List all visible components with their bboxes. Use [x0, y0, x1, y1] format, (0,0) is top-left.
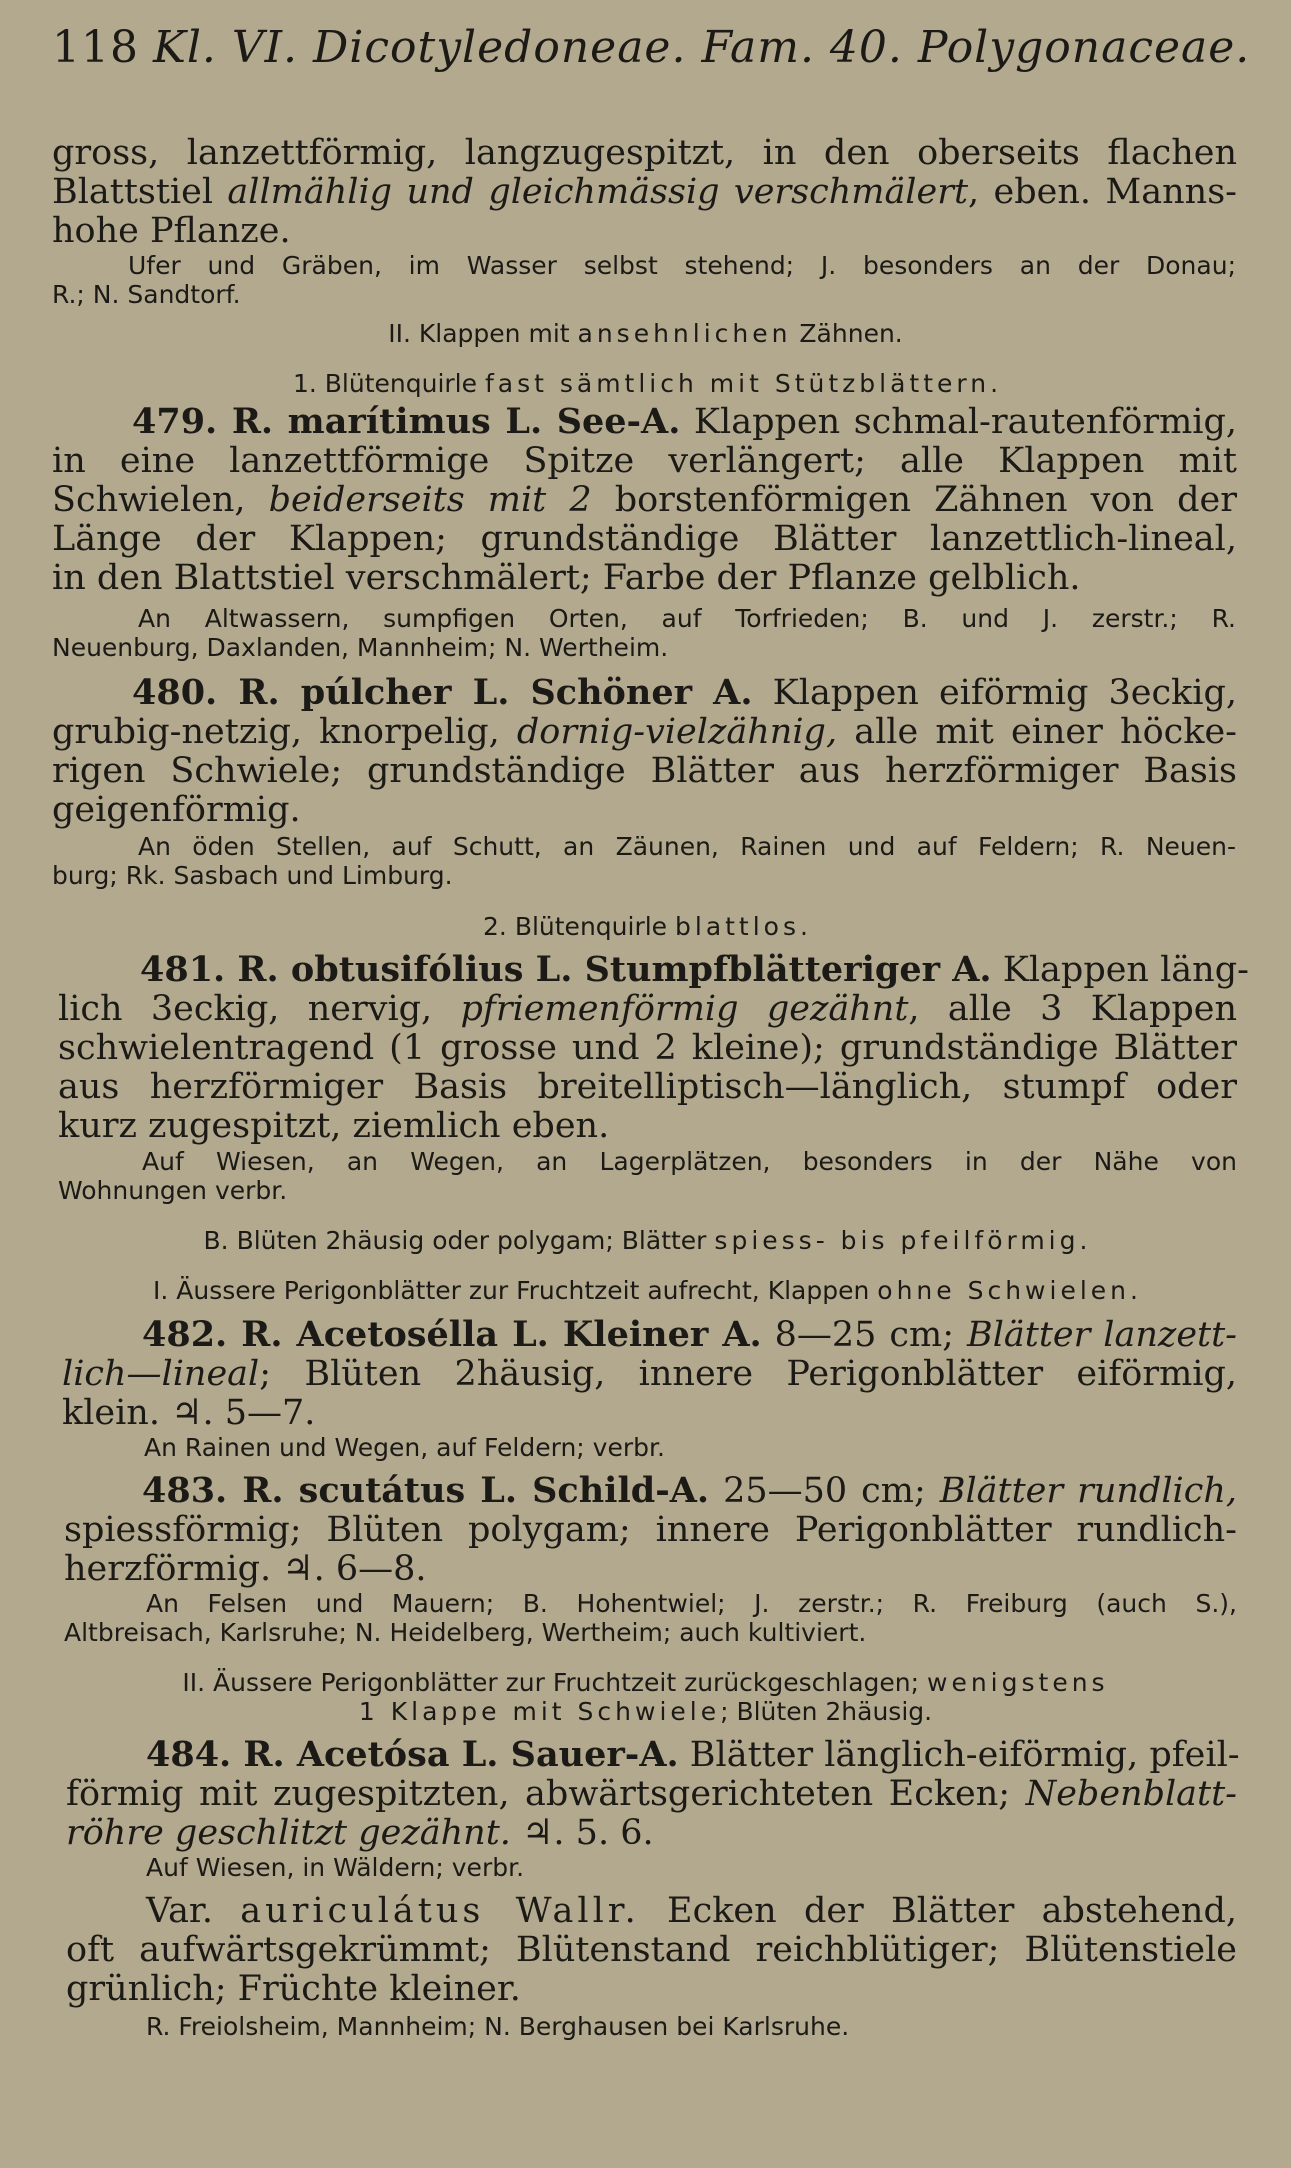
running-title: Kl. VI. Dicotyledoneae. Fam. 40. Polygonaceae. [152, 22, 1251, 73]
habitat-note: An Altwassern, sumpfigen Orten, auf Torfrieden; B. und J. zerstr.; R. [138, 604, 1236, 633]
text-line: oft aufwärtsgekrümmt; Blütenstand reichblütiger; Blütenstiele [66, 1930, 1237, 1970]
section-heading: 1 Klappe mit Schwiele; Blüten 2häusig. [358, 1697, 933, 1726]
text-line: kurz zugespitzt, ziemlich eben. [58, 1106, 610, 1146]
habitat-note: R. Freiolsheim, Mannheim; N. Berghausen bei Karlsruhe. [146, 2012, 850, 2041]
habitat-note: An Rainen und Wegen, auf Feldern; verbr. [144, 1433, 665, 1462]
species-entry-480: 480. R. púlcher L. Schöner A. Klappen eiförmig 3eckig, [132, 672, 1237, 713]
text-line: in den Blattstiel verschmälert; Farbe der Pflanze gelblich. [52, 558, 1081, 598]
page-number: 118 [52, 22, 139, 73]
section-heading: 2. Blütenquirle blattlos. [483, 912, 808, 941]
habitat-note: Ufer und Gräben, im Wasser selbst stehend; J. besonders an der Donau; [128, 251, 1236, 280]
habitat-note: Auf Wiesen, in Wäldern; verbr. [146, 1853, 525, 1882]
section-heading: B. Blüten 2häusig oder polygam; Blätter spiess- bis pfeilförmig. [203, 1226, 1088, 1255]
text-line: förmig mit zugespitzten, abwärtsgerichteten Ecken; Nebenblatt- [66, 1774, 1237, 1814]
section-heading: 1. Blütenquirle fast sämtlich mit Stützblättern. [292, 369, 999, 398]
species-entry-483: 483. R. scutátus L. Schild-A. 25—50 cm; Blätter rundlich, [142, 1470, 1237, 1511]
section-heading: I. Äussere Perigonblätter zur Fruchtzeit aufrecht, Klappen ohne Schwielen. [153, 1276, 1138, 1305]
text-line: aus herzförmiger Basis breitelliptisch—länglich, stumpf oder [58, 1067, 1237, 1107]
habitat-note: An öden Stellen, auf Schutt, an Zäunen, Rainen und auf Feldern; R. Neuen- [138, 832, 1236, 861]
habitat-note: Neuenburg, Daxlanden, Mannheim; N. Wertheim. [52, 633, 669, 662]
habitat-note: R.; N. Sandtorf. [52, 280, 241, 309]
text-line: herzförmig. ♃. 6—8. [64, 1549, 427, 1589]
text-line: spiessförmig; Blüten polygam; innere Perigonblätter rundlich- [64, 1510, 1237, 1550]
section-heading: II. Äussere Perigonblätter zur Fruchtzeit zurückgeschlagen; wenigstens [182, 1668, 1109, 1697]
habitat-note: Altbreisach, Karlsruhe; N. Heidelberg, Wertheim; auch kultiviert. [64, 1618, 867, 1647]
species-entry-479: 479. R. marítimus L. See-A. Klappen schmal-rautenförmig, [132, 401, 1237, 442]
text-line: Länge der Klappen; grundständige Blätter lanzettlich-lineal, [52, 519, 1237, 559]
text-line: lich—lineal; Blüten 2häusig, innere Perigonblätter eiförmig, [62, 1354, 1237, 1394]
text-line: Schwielen, beiderseits mit 2 borstenförmigen Zähnen von der [52, 480, 1238, 520]
species-entry-482: 482. R. Acetosélla L. Kleiner A. 8—25 cm; Blätter lanzett- [142, 1314, 1237, 1355]
species-entry-484: 484. R. Acetósa L. Sauer-A. Blätter länglich-eiförmig, pfeil- [146, 1734, 1240, 1775]
text-line: hohe Pflanze. [52, 211, 291, 251]
habitat-note: burg; Rk. Sasbach und Limburg. [52, 861, 453, 890]
species-entry-481: 481. R. obtusifólius L. Stumpfblätteriger A. Klappen läng- [140, 949, 1249, 990]
text-line: gross, lanzettförmig, langzugespitzt, in den oberseits flachen [52, 133, 1237, 173]
text-line: lich 3eckig, nervig, pfriemenförmig gezähnt, alle 3 Klappen [58, 989, 1238, 1029]
habitat-note: Auf Wiesen, an Wegen, an Lagerplätzen, besonders in der Nähe von [142, 1147, 1237, 1176]
text-line: Blattstiel allmählig und gleichmässig verschmälert, eben. Manns- [52, 172, 1237, 212]
habitat-note: An Felsen und Mauern; B. Hohentwiel; J. zerstr.; R. Freiburg (auch S.), [146, 1589, 1237, 1618]
text-line: schwielentragend (1 grosse und 2 kleine); grundständige Blätter [58, 1028, 1237, 1068]
text-line: in eine lanzettförmige Spitze verlängert; alle Klappen mit [52, 441, 1237, 481]
variety-entry: Var. auriculátus Wallr. Ecken der Blätter abstehend, [146, 1891, 1238, 1931]
text-line: rigen Schwiele; grundständige Blätter aus herzförmiger Basis [52, 751, 1237, 791]
text-line: klein. ♃. 5—7. [62, 1393, 316, 1433]
habitat-note: Wohnungen verbr. [58, 1176, 288, 1205]
text-line: grubig-netzig, knorpelig, dornig-vielzähnig, alle mit einer höcke- [52, 712, 1237, 752]
text-line: röhre geschlitzt gezähnt. ♃. 5. 6. [66, 1813, 654, 1853]
running-header [52, 22, 1251, 73]
text-line: geigenförmig. [52, 790, 301, 830]
section-heading: II. Klappen mit ansehnlichen Zähnen. [388, 319, 903, 348]
text-line: grünlich; Früchte kleiner. [66, 1969, 521, 2009]
